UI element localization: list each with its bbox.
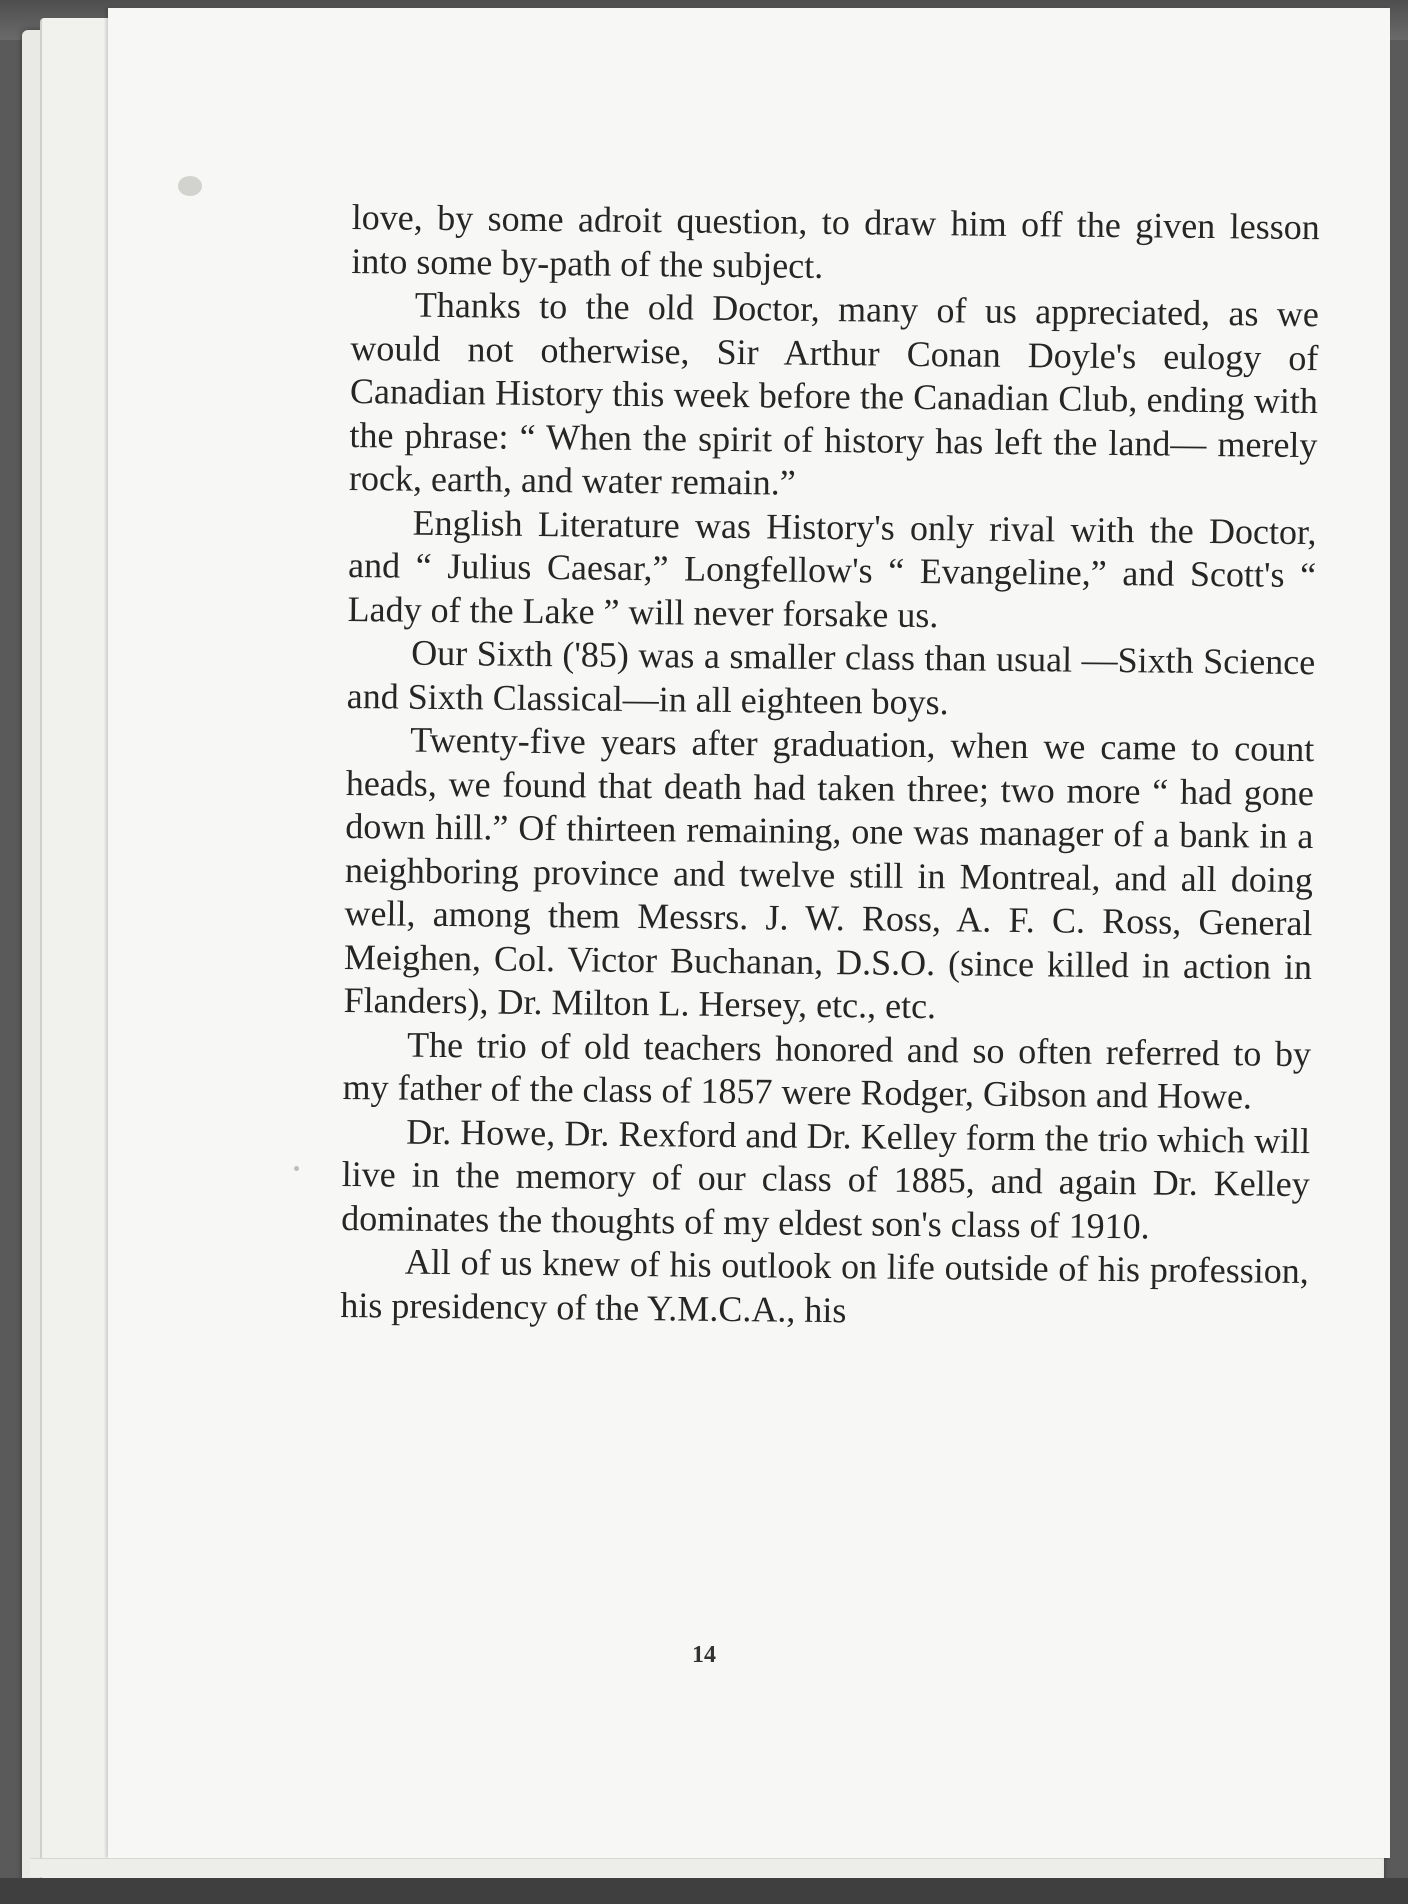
paragraph: All of us knew of his outlook on life outside of his profession, his presidency of the Y.M.C.A., his (340, 1241, 1310, 1330)
paragraph: Dr. Howe, Dr. Rexford and Dr. Kelley form the trio which will live in the memory of our class of 1885, and again Dr. Kelley dominates the thoughts of my eldest son's class of 1910. (341, 1111, 1311, 1246)
paragraph: The trio of old teachers honored and so often referred to by my father of the class of 1857 were Rodger, Gibson and Howe. (342, 1024, 1312, 1117)
page-bottom-edge (30, 1858, 1382, 1877)
paper-speck (178, 176, 202, 196)
scan-background-bottom (0, 1878, 1408, 1904)
body-text (340, 196, 1320, 1337)
paragraph: love, by some adroit question, to draw him off the given lesson into some by-path of the subject. (351, 196, 1320, 286)
paragraph: Our Sixth ('85) was a smaller class than usual —Sixth Science and Sixth Classical—in all eighteen boys. (346, 632, 1316, 722)
paper-speck (294, 1166, 299, 1171)
paragraph: English Literature was History's only rival with the Doctor, and “ Julius Caesar,” Longfellow's “ Evangeline,” and Scott's “ Lady of the Lake ” will never forsake us. (347, 502, 1317, 635)
paragraph: Twenty-five years after graduation, when we came to count heads, we found that death had taken three; two more “ had gone down hill.” Of thirteen remaining, one was manager of a bank in a neighboring province and twelve still in Montreal, and all doing well, among them Messrs. J. W. Ross, A. F. C. Ross, General Meighen, Col. Victor Buchanan, D.S.O. (since killed in action in Flanders), Dr. Milton L. Hersey, etc., etc. (343, 719, 1315, 1027)
paragraph: Thanks to the old Doctor, many of us appreciated, as we would not otherwise, Sir Arthur Conan Doyle's eulogy of Canadian History this week before the Canadian Club, ending with the phrase: “ When the spirit of history has left the land— merely rock, earth, and water remain.” (348, 284, 1320, 503)
page-number: 14 (692, 1642, 716, 1668)
